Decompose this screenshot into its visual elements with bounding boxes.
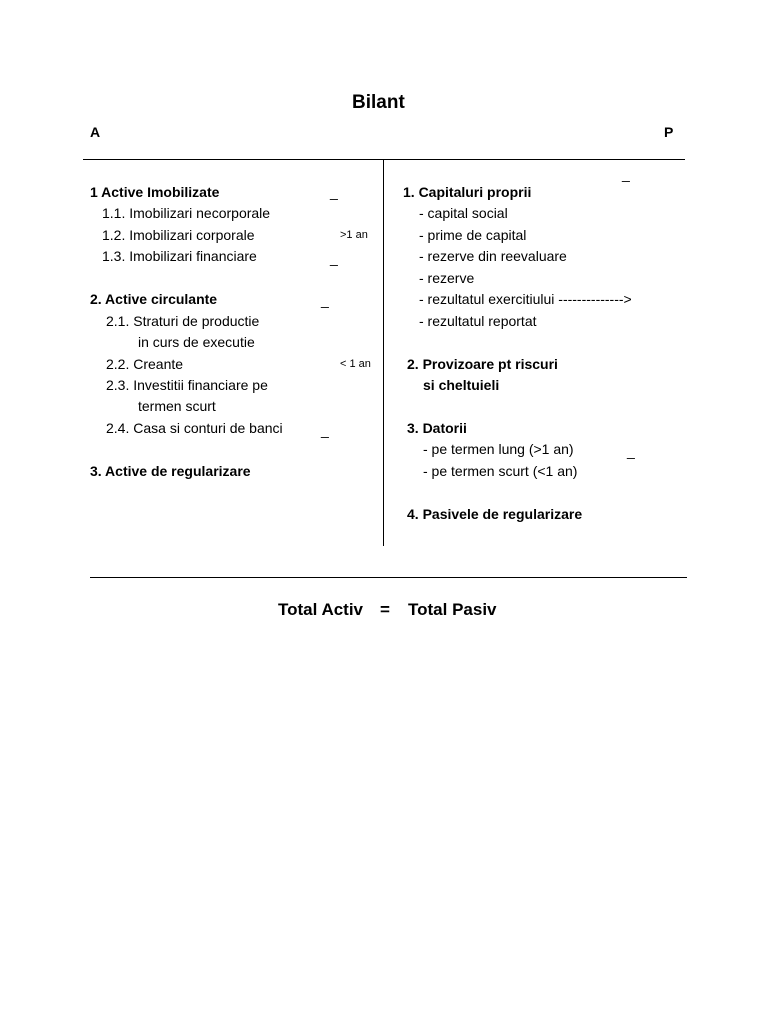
list-item: - rezultatul reportat bbox=[419, 313, 537, 329]
datorii-heading: 3. Datorii bbox=[407, 420, 467, 436]
list-item: - pe termen scurt (<1 an) bbox=[423, 463, 578, 479]
list-item: - rezultatul exercitiului --------------> bbox=[419, 291, 632, 307]
list-item: 1.2. Imobilizari corporale bbox=[102, 227, 255, 243]
center-divider bbox=[383, 159, 384, 546]
term-short-label: < 1 an bbox=[340, 358, 371, 370]
total-pasiv: Total Pasiv bbox=[408, 600, 497, 619]
term-long-label: >1 an bbox=[340, 229, 368, 241]
bottom-divider bbox=[90, 577, 687, 578]
list-item: 2.2. Creante bbox=[106, 356, 184, 372]
dash-mark: _ bbox=[330, 250, 338, 266]
equals-sign: = bbox=[380, 600, 390, 619]
list-item: 2.4. Casa si conturi de banci bbox=[106, 420, 283, 436]
dash-mark: _ bbox=[627, 443, 635, 459]
activ-header: A bbox=[90, 124, 101, 140]
pasiv-header: P bbox=[664, 124, 674, 140]
list-item: 2.1. Straturi de productie bbox=[106, 313, 260, 329]
top-divider bbox=[83, 159, 685, 160]
pasive-regularizare-heading: 4. Pasivele de regularizare bbox=[407, 506, 583, 522]
list-item: - rezerve bbox=[419, 270, 475, 286]
list-item: 2.3. Investitii financiare pe bbox=[106, 377, 268, 393]
list-item: termen scurt bbox=[138, 398, 216, 414]
active-regularizare-heading: 3. Active de regularizare bbox=[90, 463, 251, 479]
capitaluri-heading: 1. Capitaluri proprii bbox=[403, 184, 532, 200]
list-item: - rezerve din reevaluare bbox=[419, 248, 567, 264]
page-title: Bilant bbox=[352, 92, 405, 113]
dash-mark: _ bbox=[321, 292, 329, 308]
total-activ: Total Activ bbox=[278, 600, 364, 619]
list-item: in curs de executie bbox=[138, 334, 255, 350]
list-item: - pe termen lung (>1 an) bbox=[423, 441, 574, 457]
list-item: 1.3. Imobilizari financiare bbox=[102, 248, 257, 264]
list-item: - capital social bbox=[419, 205, 508, 221]
active-imobilizate-heading: 1 Active Imobilizate bbox=[90, 184, 220, 200]
list-item: 1.1. Imobilizari necorporale bbox=[102, 205, 271, 221]
list-item: - prime de capital bbox=[419, 227, 527, 243]
dash-mark: _ bbox=[321, 422, 329, 438]
dash-mark: _ bbox=[330, 184, 338, 200]
provizoare-heading: 2. Provizoare pt riscuri bbox=[407, 356, 558, 372]
provizoare-heading-cont: si cheltuieli bbox=[423, 377, 500, 393]
active-circulante-heading: 2. Active circulante bbox=[90, 291, 218, 307]
dash-mark: _ bbox=[622, 166, 630, 182]
